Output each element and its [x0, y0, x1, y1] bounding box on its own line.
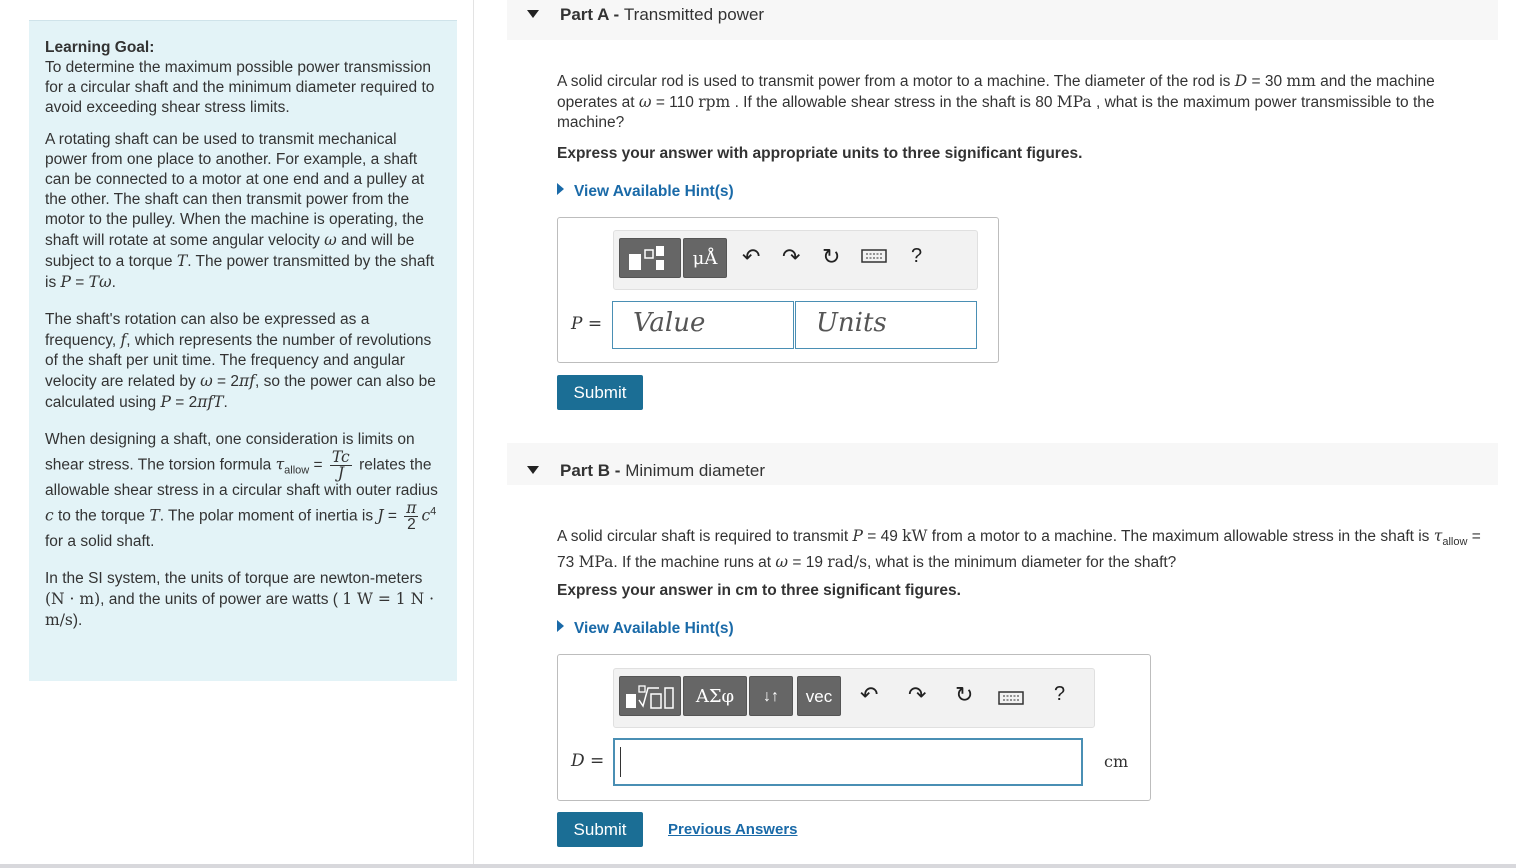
reset-icon[interactable]: ↻	[955, 682, 974, 707]
templates-icon[interactable]	[619, 676, 681, 716]
units-paragraph: In the SI system, the units of torque are newton-meters (N · m), and the units of power are watts ( 1 W = 1 N · m/s).	[45, 570, 435, 629]
expand-arrow-icon	[557, 183, 564, 195]
goal-text: To determine the maximum possible power transmission for a circular shaft and the minimum diameter required to avoid exceeding shear stress limits.	[45, 59, 435, 116]
part-b-toolbar	[613, 668, 1095, 728]
part-b-question: A solid circular shaft is required to transmit P = 49 kW from a motor to a machine. The maximum allowable stress in the shaft is $\tau_{allow} = 73$ MPa. If the machine runs at ω = 19 rad/s, what is the minimum diameter for the shaft?	[557, 527, 1481, 572]
diameter-input[interactable]	[613, 738, 1083, 786]
part-a-header[interactable]: Part A - Transmitted power	[507, 0, 1498, 40]
text-cursor	[620, 747, 621, 777]
unit-label: cm	[1104, 752, 1129, 771]
part-a-instruction: Express your answer with appropriate units to three significant figures.	[557, 145, 1083, 162]
collapse-arrow-icon[interactable]	[527, 10, 539, 18]
part-b-instruction: Express your answer in cm to three significant figures.	[557, 582, 961, 599]
intro-paragraph: A rotating shaft can be used to transmit mechanical power from one place to another. For example, a shaft can be connected to a motor at one end and a pulley at the other. The shaft can then transmit power from the motor to the pulley. When the machine is operating, the shaft will rotate at some angular velocity ω and will be subject to a torque T. The power transmitted by the shaft is P = Tω.	[45, 131, 435, 291]
greek-symbols-button[interactable]: ΑΣφ	[683, 676, 747, 716]
part-a-title: Transmitted power	[623, 5, 765, 24]
part-a-var-label: P =	[571, 314, 603, 334]
units-input[interactable]: Units	[795, 301, 977, 349]
bottom-border	[0, 864, 1516, 868]
part-b-title: Minimum diameter	[625, 461, 765, 480]
undo-icon[interactable]: ↶	[860, 682, 879, 707]
previous-answers-link[interactable]: Previous Answers	[668, 821, 798, 838]
vector-button[interactable]: vec	[797, 676, 841, 716]
undo-icon[interactable]: ↶	[742, 244, 761, 269]
part-a-answer-box	[557, 217, 999, 363]
part-a-submit-button[interactable]: Submit	[557, 375, 643, 410]
torsion-paragraph: When designing a shaft, one consideration is limits on shear stress. The torsion formula $\tau_{allow}$ = $\frac{Tc}{J}$ relates the allowable shear stress in a circular shaft with outer radius c to the torque T. The polar moment of inertia is J = $\frac{\pi}{2}$ $c^4$ for a solid shaft.	[45, 431, 438, 550]
help-icon[interactable]: ?	[911, 245, 923, 267]
redo-icon[interactable]: ↷	[908, 682, 927, 707]
part-b-hint-link[interactable]: View Available Hint(s)	[557, 620, 734, 638]
part-a-question: A solid circular rod is used to transmit power from a motor to a machine. The diameter of the rod is D = 30 mm and the machine operates at ω = 110 rpm . If the allowable shear stress in the shaft is 80 MPa , what is the maximum power transmissible to the machine?	[557, 72, 1435, 131]
units-button[interactable]: μÅ	[683, 238, 727, 278]
part-a-toolbar	[613, 230, 978, 290]
learning-goal-panel	[29, 20, 457, 681]
value-input[interactable]: Value	[612, 301, 794, 349]
part-b-submit-button[interactable]: Submit	[557, 812, 643, 847]
keyboard-icon[interactable]	[861, 248, 887, 269]
frequency-paragraph: The shaft's rotation can also be expressed as a frequency, f, which represents the number of revolutions of the shaft per unit time. The frequency and angular velocity are related by ω = 2πf, so the power can also be calculated using P = 2πfT.	[45, 311, 436, 411]
part-b-var-label: D =	[571, 751, 605, 771]
sub-superscript-button[interactable]: ↓↑	[749, 676, 793, 716]
part-b-header[interactable]: Part B - Minimum diameter	[507, 443, 1498, 485]
redo-icon[interactable]: ↷	[782, 244, 801, 269]
collapse-arrow-icon[interactable]	[527, 466, 539, 474]
column-divider	[473, 0, 474, 868]
keyboard-icon[interactable]	[998, 686, 1024, 712]
part-b-answer-box	[557, 654, 1151, 801]
expand-arrow-icon	[557, 620, 564, 632]
templates-icon[interactable]	[619, 238, 681, 278]
part-a-hint-link[interactable]: View Available Hint(s)	[557, 183, 734, 201]
help-icon[interactable]: ?	[1054, 683, 1066, 705]
goal-heading: Learning Goal:	[45, 39, 155, 56]
reset-icon[interactable]: ↻	[822, 244, 841, 269]
